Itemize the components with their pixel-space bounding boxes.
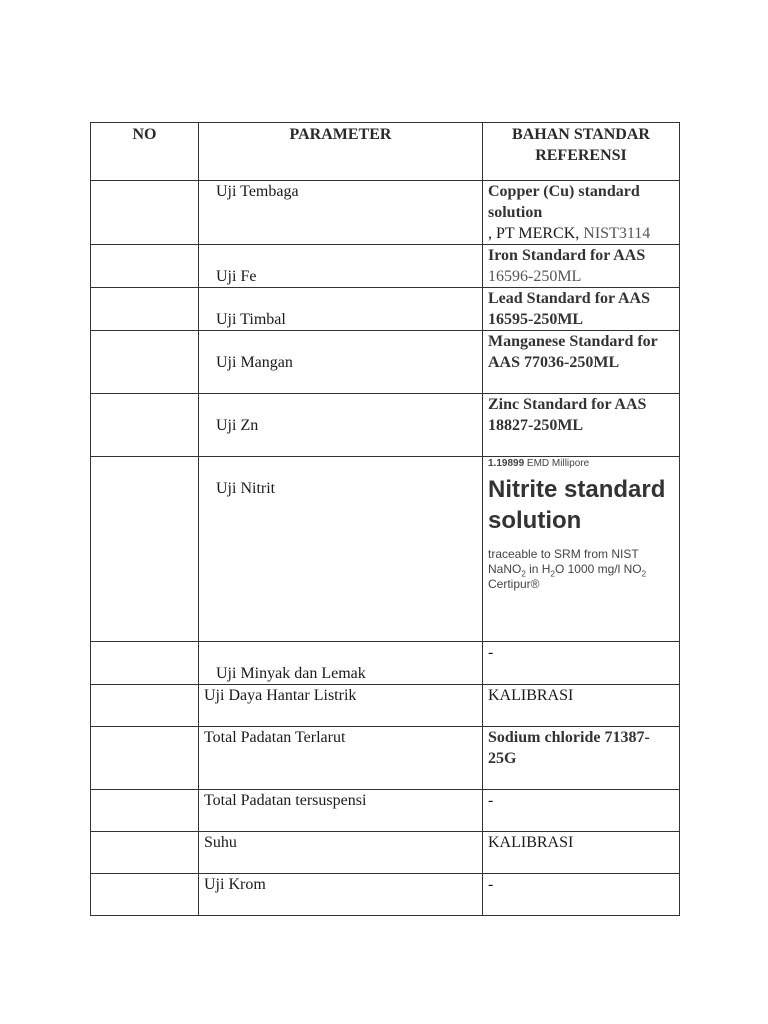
cell-parameter [199,727,483,790]
reference-text: KALIBRASI [488,834,574,851]
cell-reference [483,727,680,790]
parameter-text: Uji Fe [216,268,257,285]
reference-standards-table [90,122,680,916]
product-code: 1.19899 [488,458,525,469]
cell-reference [483,245,680,288]
cell-parameter [199,832,483,874]
cell-reference [483,288,680,331]
cell-no [91,331,199,394]
cell-parameter [199,331,483,394]
cell-reference [483,874,680,916]
reference-text: Lead Standard for AAS 16595-250ML [488,290,650,328]
header-reference: BAHAN STANDAR REFERENSI [483,123,680,181]
table-row [91,727,680,790]
cell-parameter [199,288,483,331]
table-row [91,874,680,916]
cell-no [91,245,199,288]
table-row [91,832,680,874]
table-row [91,685,680,727]
reference-text: Zinc Standard for AAS 18827-250ML [488,396,647,434]
cell-no [91,727,199,790]
table-row [91,457,680,642]
cell-parameter [199,685,483,727]
cell-no [91,642,199,685]
reference-text: - [488,876,494,893]
reference-text: Manganese Standard for AAS 77036-250ML [488,333,658,371]
product-title: Nitrite standard solution [488,476,666,534]
cell-parameter [199,642,483,685]
cell-reference [483,832,680,874]
table-row [91,288,680,331]
header-parameter: PARAMETER [199,123,483,181]
cell-no [91,181,199,245]
cell-parameter [199,874,483,916]
cell-reference [483,394,680,457]
cell-reference [483,457,680,642]
table-row [91,394,680,457]
header-no: NO [91,123,199,181]
reference-text: Sodium chloride 71387-25G [488,729,650,767]
cell-no [91,457,199,642]
cell-no [91,685,199,727]
parameter-text: Total Padatan Terlarut [204,729,346,746]
cell-no [91,874,199,916]
cell-reference [483,331,680,394]
parameter-text: Uji Daya Hantar Listrik [204,687,357,704]
table-row [91,181,680,245]
table-row [91,245,680,288]
parameter-text: Uji Krom [204,876,266,893]
cell-parameter [199,394,483,457]
cell-parameter [199,245,483,288]
product-label-image [483,458,679,592]
cell-no [91,790,199,832]
reference-text: Iron Standard for AAS 16596-250ML [488,247,646,285]
parameter-text: Uji Timbal [216,311,286,328]
parameter-text: Uji Zn [216,417,259,434]
parameter-text: Uji Mangan [216,354,293,371]
reference-text: KALIBRASI [488,687,574,704]
cell-parameter [199,457,483,642]
parameter-text: Uji Nitrit [216,480,276,497]
cell-parameter [199,790,483,832]
cell-reference [483,685,680,727]
table-row [91,642,680,685]
cell-parameter [199,181,483,245]
cell-reference [483,790,680,832]
reference-text: - [488,644,494,661]
reference-text: Copper (Cu) standard solution , PT MERCK, NIST3114 [488,183,651,242]
product-brand: EMD Millipore [524,458,590,469]
cell-reference [483,181,680,245]
cell-no [91,832,199,874]
table-header-row [91,123,680,181]
parameter-text: Suhu [204,834,237,851]
product-description: traceable to SRM from NIST NaNO$_2$ in $H_2O$ 1000 mg/l $NO_2$ Certipur® [488,547,647,591]
parameter-text: Uji Minyak dan Lemak [216,665,366,682]
parameter-text: Uji Tembaga [216,183,299,200]
parameter-text: Total Padatan tersuspensi [204,792,367,809]
cell-reference [483,642,680,685]
cell-no [91,394,199,457]
table-row [91,331,680,394]
cell-no [91,288,199,331]
table-row [91,790,680,832]
reference-text: - [488,792,494,809]
